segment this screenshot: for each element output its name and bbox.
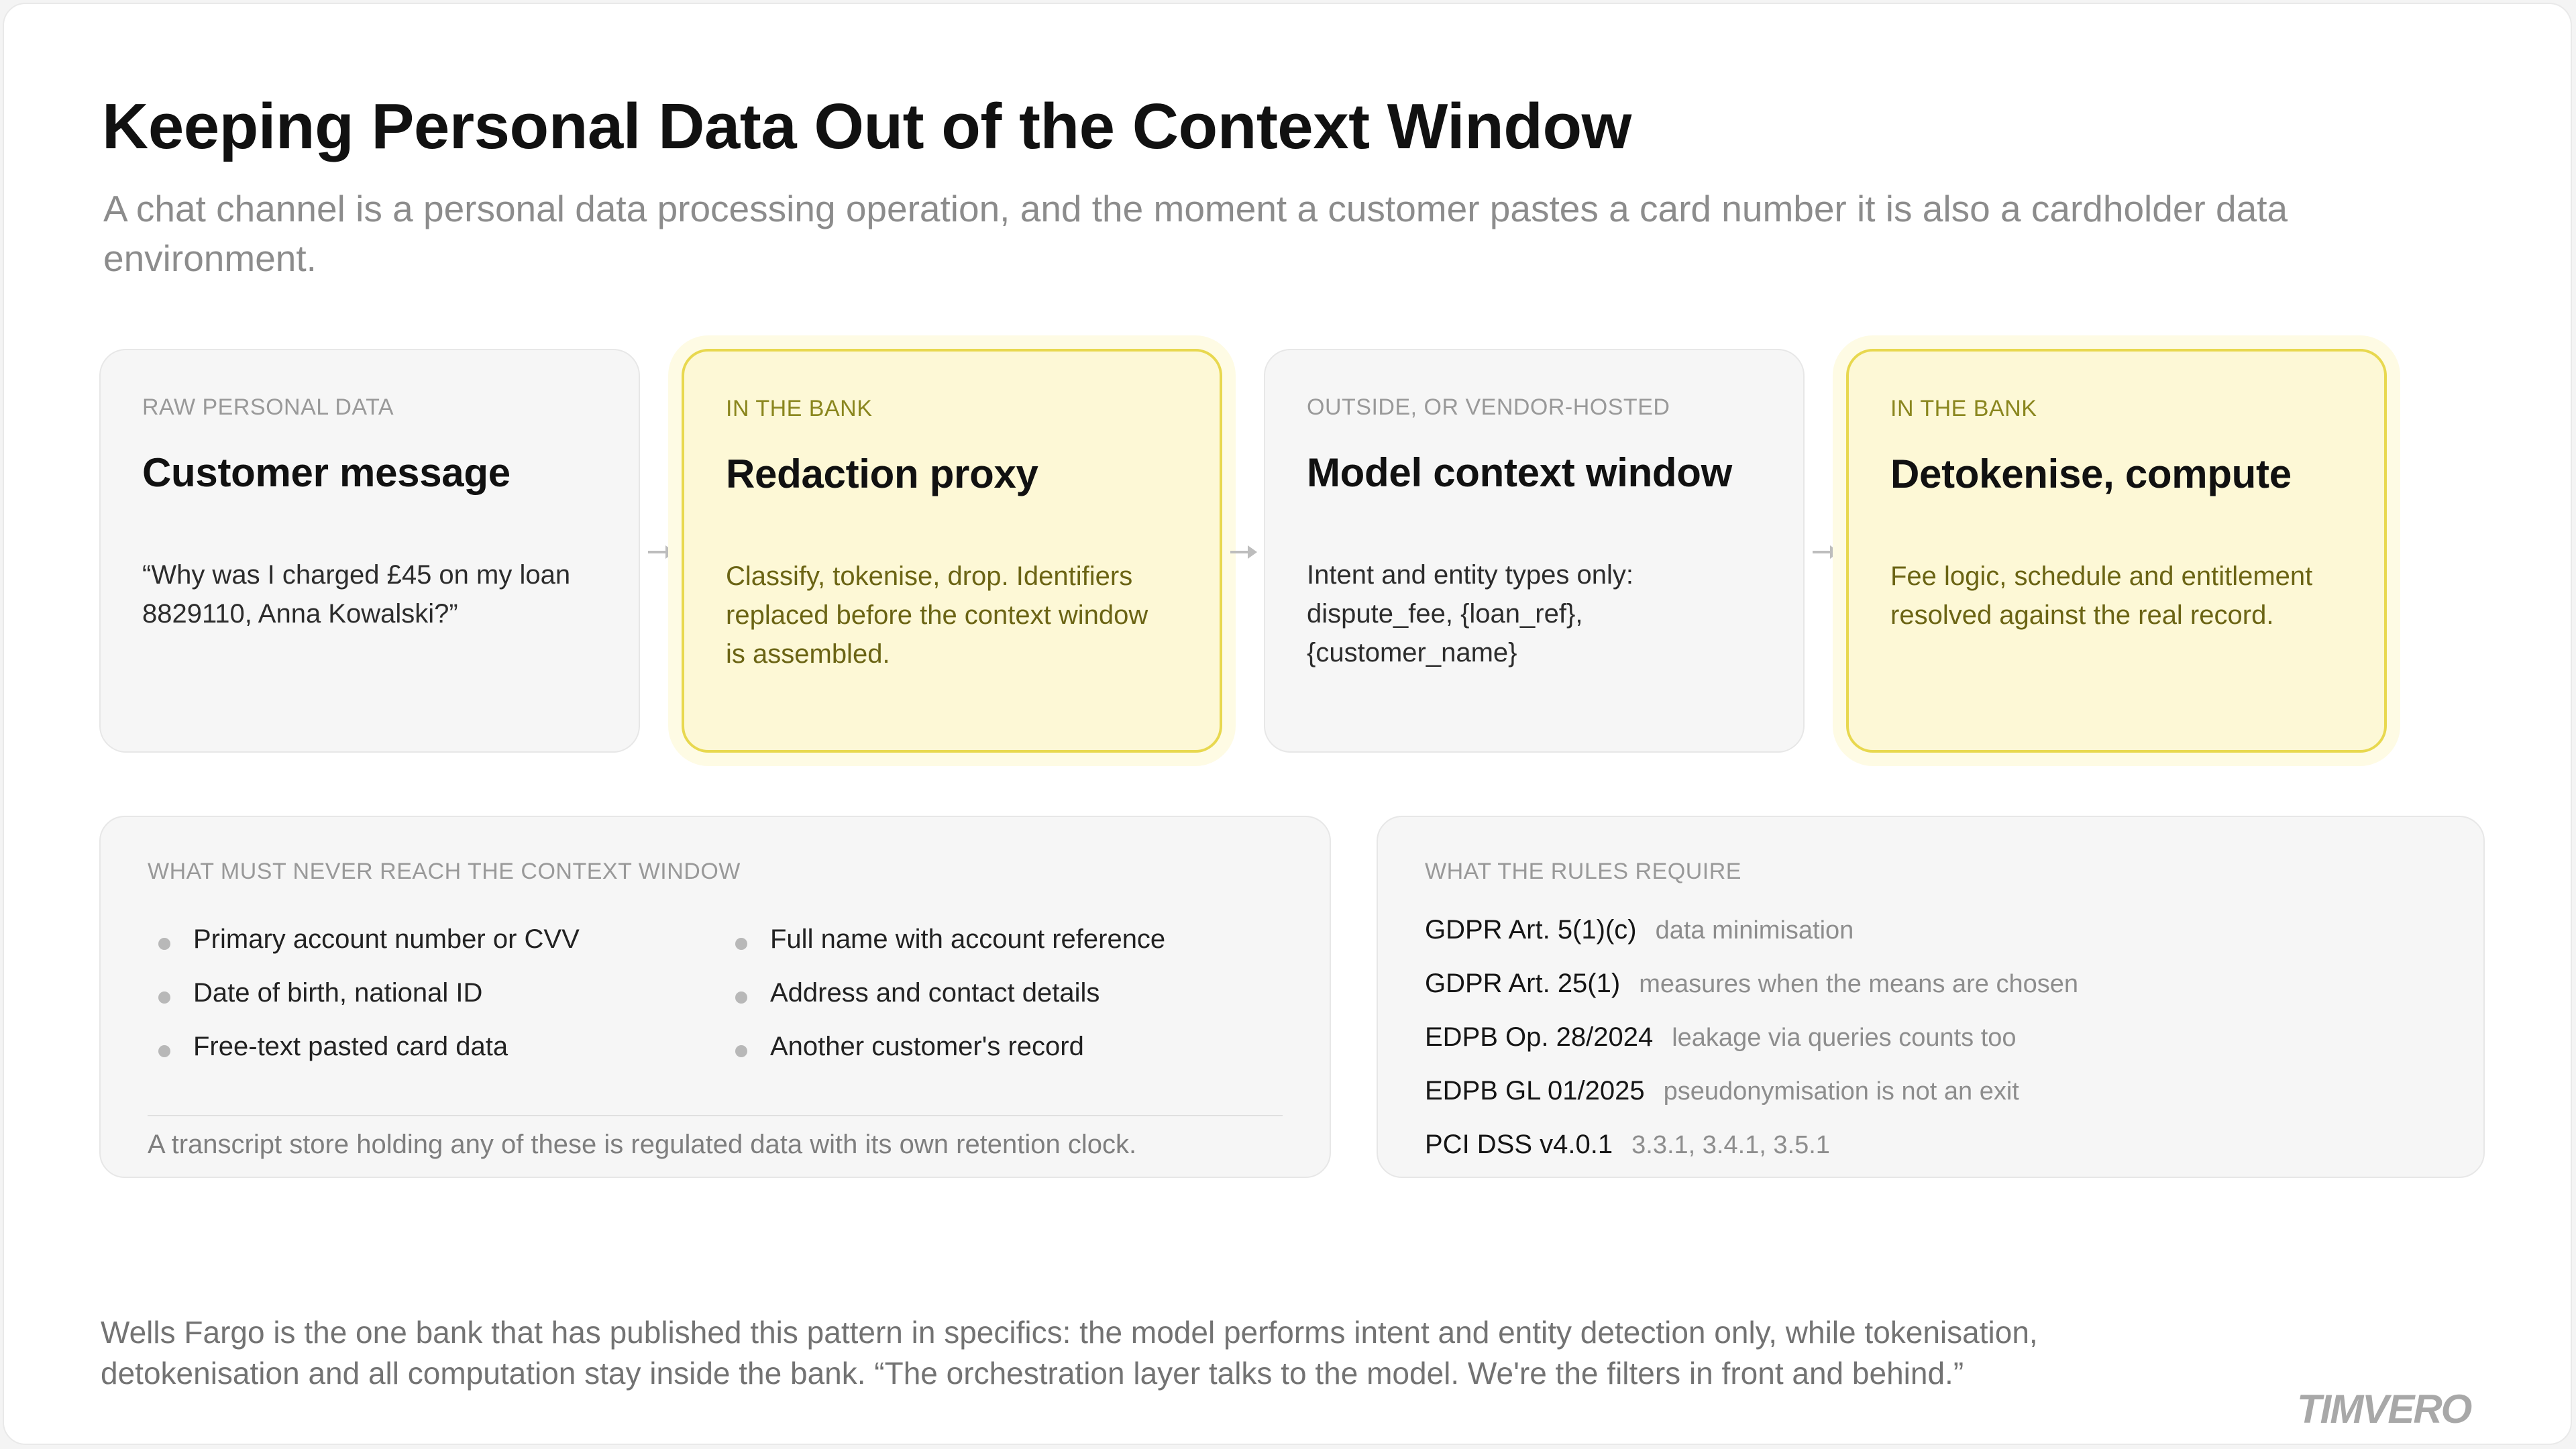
flow-arrow-icon <box>1229 542 1258 562</box>
panel-eyebrow: WHAT MUST NEVER REACH THE CONTEXT WINDOW <box>148 859 741 884</box>
brand-logo: TIMVERO <box>2297 1387 2471 1432</box>
card-heading: Detokenise, compute <box>1890 451 2292 496</box>
flow-arrow-icon <box>647 542 676 562</box>
flow-arrow-icon <box>1811 542 1841 562</box>
rule-desc: leakage via queries counts too <box>1672 1024 2017 1052</box>
rule-row <box>1425 915 1854 945</box>
card-body-line: resolved against the real record. <box>1890 600 2274 630</box>
footer-line: Wells Fargo is the one bank that has published this pattern in specifics: the model performs intent and entity detection only, while tokenisation, <box>101 1315 2038 1350</box>
rule-row <box>1425 1076 2019 1106</box>
card-heading: Redaction proxy <box>726 451 1038 496</box>
rule-desc: data minimisation <box>1655 916 1854 945</box>
rule-desc: 3.3.1, 3.4.1, 3.5.1 <box>1631 1131 1830 1159</box>
footer-quote <box>101 1312 2247 1394</box>
card-body-line: {customer_name} <box>1307 638 1517 667</box>
rule-ref: GDPR Art. 25(1) <box>1425 969 1621 998</box>
page-title: Keeping Personal Data Out of the Context Window <box>102 91 1631 162</box>
card-eyebrow: RAW PERSONAL DATA <box>142 394 394 420</box>
card-heading: Model context window <box>1307 450 1732 495</box>
card-body-line: Classify, tokenise, drop. Identifiers <box>726 561 1133 591</box>
card-eyebrow: IN THE BANK <box>726 396 873 421</box>
card-body <box>1890 557 2351 635</box>
rule-ref: PCI DSS v4.0.1 <box>1425 1130 1613 1159</box>
card-eyebrow: OUTSIDE, OR VENDOR-HOSTED <box>1307 394 1670 420</box>
rules-panel <box>1377 816 2485 1178</box>
bullet-dot-icon <box>735 1045 747 1057</box>
card-body <box>142 555 605 633</box>
card-body <box>726 557 1186 674</box>
card-body-line: Intent and entity types only: <box>1307 560 1633 590</box>
rule-row <box>1425 969 2078 999</box>
card-body <box>1307 555 1770 672</box>
panel-divider <box>148 1115 1283 1116</box>
rule-desc: pseudonymisation is not an exit <box>1663 1077 2019 1106</box>
card-body-line: replaced before the context window <box>726 600 1148 630</box>
page-subtitle: A chat channel is a personal data processing operation, and the moment a customer pastes a card number it is also a cardholder data environment. <box>103 188 2288 279</box>
rule-row <box>1425 1022 2017 1053</box>
never-reach-panel: WHAT MUST NEVER REACH THE CONTEXT WINDOW Primary account number or CVV Date of birth, national ID Free-text pasted card data Full name with account reference Address and contact details Another customer's record A transcript store holding any of these is regulated data with its own retention clock. <box>99 816 1331 1178</box>
footer-line: detokenisation and all computation stay inside the bank. “The orchestration layer talks to the model. We're the filters in front and behind.” <box>101 1356 1964 1391</box>
rule-ref: GDPR Art. 5(1)(c) <box>1425 915 1637 945</box>
bullet-dot-icon <box>158 991 170 1004</box>
panel-note: A transcript store holding any of these is regulated data with its own retention clock. <box>148 1130 1137 1159</box>
rule-ref: EDPB Op. 28/2024 <box>1425 1022 1654 1052</box>
slide <box>3 3 2572 1445</box>
panel-eyebrow: WHAT THE RULES REQUIRE <box>1425 859 1741 884</box>
card-eyebrow: IN THE BANK <box>1890 396 2037 421</box>
card-heading: Customer message <box>142 450 511 495</box>
card-body-line: 8829110, Anna Kowalski?” <box>142 599 458 629</box>
card-body-line: “Why was I charged £45 on my loan <box>142 560 571 590</box>
bullet-dot-icon <box>158 1045 170 1057</box>
flow-card-redaction-proxy <box>682 349 1222 753</box>
card-body-line: is assembled. <box>726 639 890 669</box>
flow-card-model-context-window <box>1264 349 1805 753</box>
rule-ref: EDPB GL 01/2025 <box>1425 1076 1645 1106</box>
card-body-line: Fee logic, schedule and entitlement <box>1890 561 2313 591</box>
bullet-dot-icon <box>735 991 747 1004</box>
card-body-line: dispute_fee, {loan_ref}, <box>1307 599 1583 629</box>
bullet-dot-icon <box>735 938 747 950</box>
rule-row <box>1425 1130 1830 1160</box>
flow-card-customer-message <box>99 349 640 753</box>
flow-card-detokenise-compute <box>1846 349 2387 753</box>
bullet-dot-icon <box>158 938 170 950</box>
rule-desc: measures when the means are chosen <box>1639 970 2079 998</box>
